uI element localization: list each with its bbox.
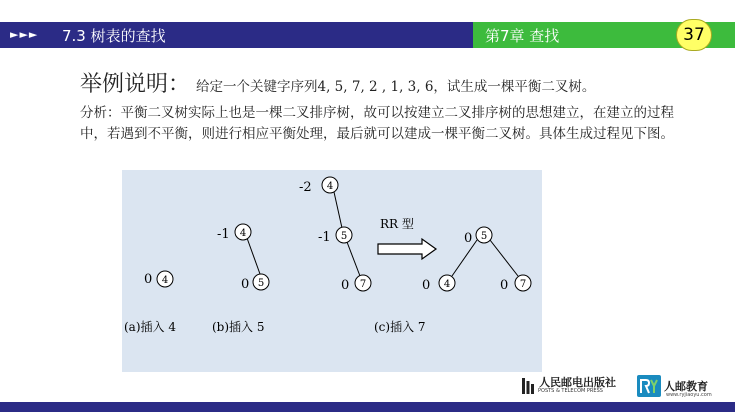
- node-c-7-bf: 0: [341, 278, 350, 293]
- node-r-5-bf: 0: [464, 231, 473, 246]
- page-number-badge: 37: [676, 19, 712, 51]
- node-c-5-bf: -1: [318, 230, 331, 245]
- node-r-5-key: 5: [480, 231, 488, 242]
- analysis-paragraph: 分析：平衡二叉树实际上也是一棵二叉排序树，故可以按建立二叉排序树的思想建立，在建立的过程中，若遇到不平衡，则进行相应平衡处理，最后就可以建成一棵平衡二叉树。具体生成过程见下图。: [80, 105, 674, 142]
- node-c-7-key: 7: [359, 279, 367, 290]
- publisher-name: 人民邮电出版社: [539, 376, 616, 389]
- example-question: 给定一个关键字序列4, 5, 7, 2 , 1, 3, 6，试生成一棵平衡二叉树。: [196, 79, 596, 95]
- caption-a: (a)插入 4: [124, 320, 176, 334]
- node-c-4-bf: -2: [299, 180, 312, 195]
- publisher-logo-icon: [521, 376, 535, 396]
- nav-arrows-icon: ►►►: [10, 28, 39, 41]
- caption-b: (b)插入 5: [212, 320, 265, 334]
- node-c-4-key: 4: [326, 181, 334, 192]
- node-r-4-bf: 0: [422, 278, 431, 293]
- node-b-5-bf: 0: [241, 277, 250, 292]
- edge-c-4-5: [334, 192, 342, 228]
- example-heading: [80, 67, 595, 98]
- edu-url: www.ryjiaoyu.com: [666, 392, 712, 398]
- caption-c: (c)插入 7: [374, 320, 426, 334]
- heading-label: 举例说明：: [80, 72, 191, 97]
- node-r-7-bf: 0: [500, 278, 509, 293]
- edu-brand-name: 人邮教育: [664, 380, 708, 393]
- rr-arrow-icon: [378, 239, 436, 259]
- section-title: 7.3 树表的查找: [62, 27, 166, 45]
- node-r-4-key: 4: [443, 279, 451, 290]
- publisher-name-en: POSTS & TELECOM PRESS: [538, 388, 603, 394]
- node-c-5-key: 5: [340, 231, 348, 242]
- edge-r-5-7: [490, 240, 518, 276]
- node-a-4-key: 4: [161, 275, 169, 286]
- node-a-4-bf: 0: [144, 272, 153, 287]
- chapter-title: 第7章 查找: [485, 27, 560, 45]
- avl-figure: [122, 170, 542, 372]
- edge-c-5-7: [347, 242, 360, 276]
- node-b-4-bf: -1: [217, 227, 230, 242]
- node-b-5-key: 5: [257, 278, 265, 289]
- edge-b-4-5: [247, 238, 260, 274]
- edu-logo-icon: [637, 375, 661, 397]
- node-r-7-key: 7: [519, 279, 527, 290]
- footer-bar: [0, 402, 735, 412]
- rr-label: RR 型: [380, 217, 414, 231]
- node-b-4-key: 4: [239, 228, 247, 239]
